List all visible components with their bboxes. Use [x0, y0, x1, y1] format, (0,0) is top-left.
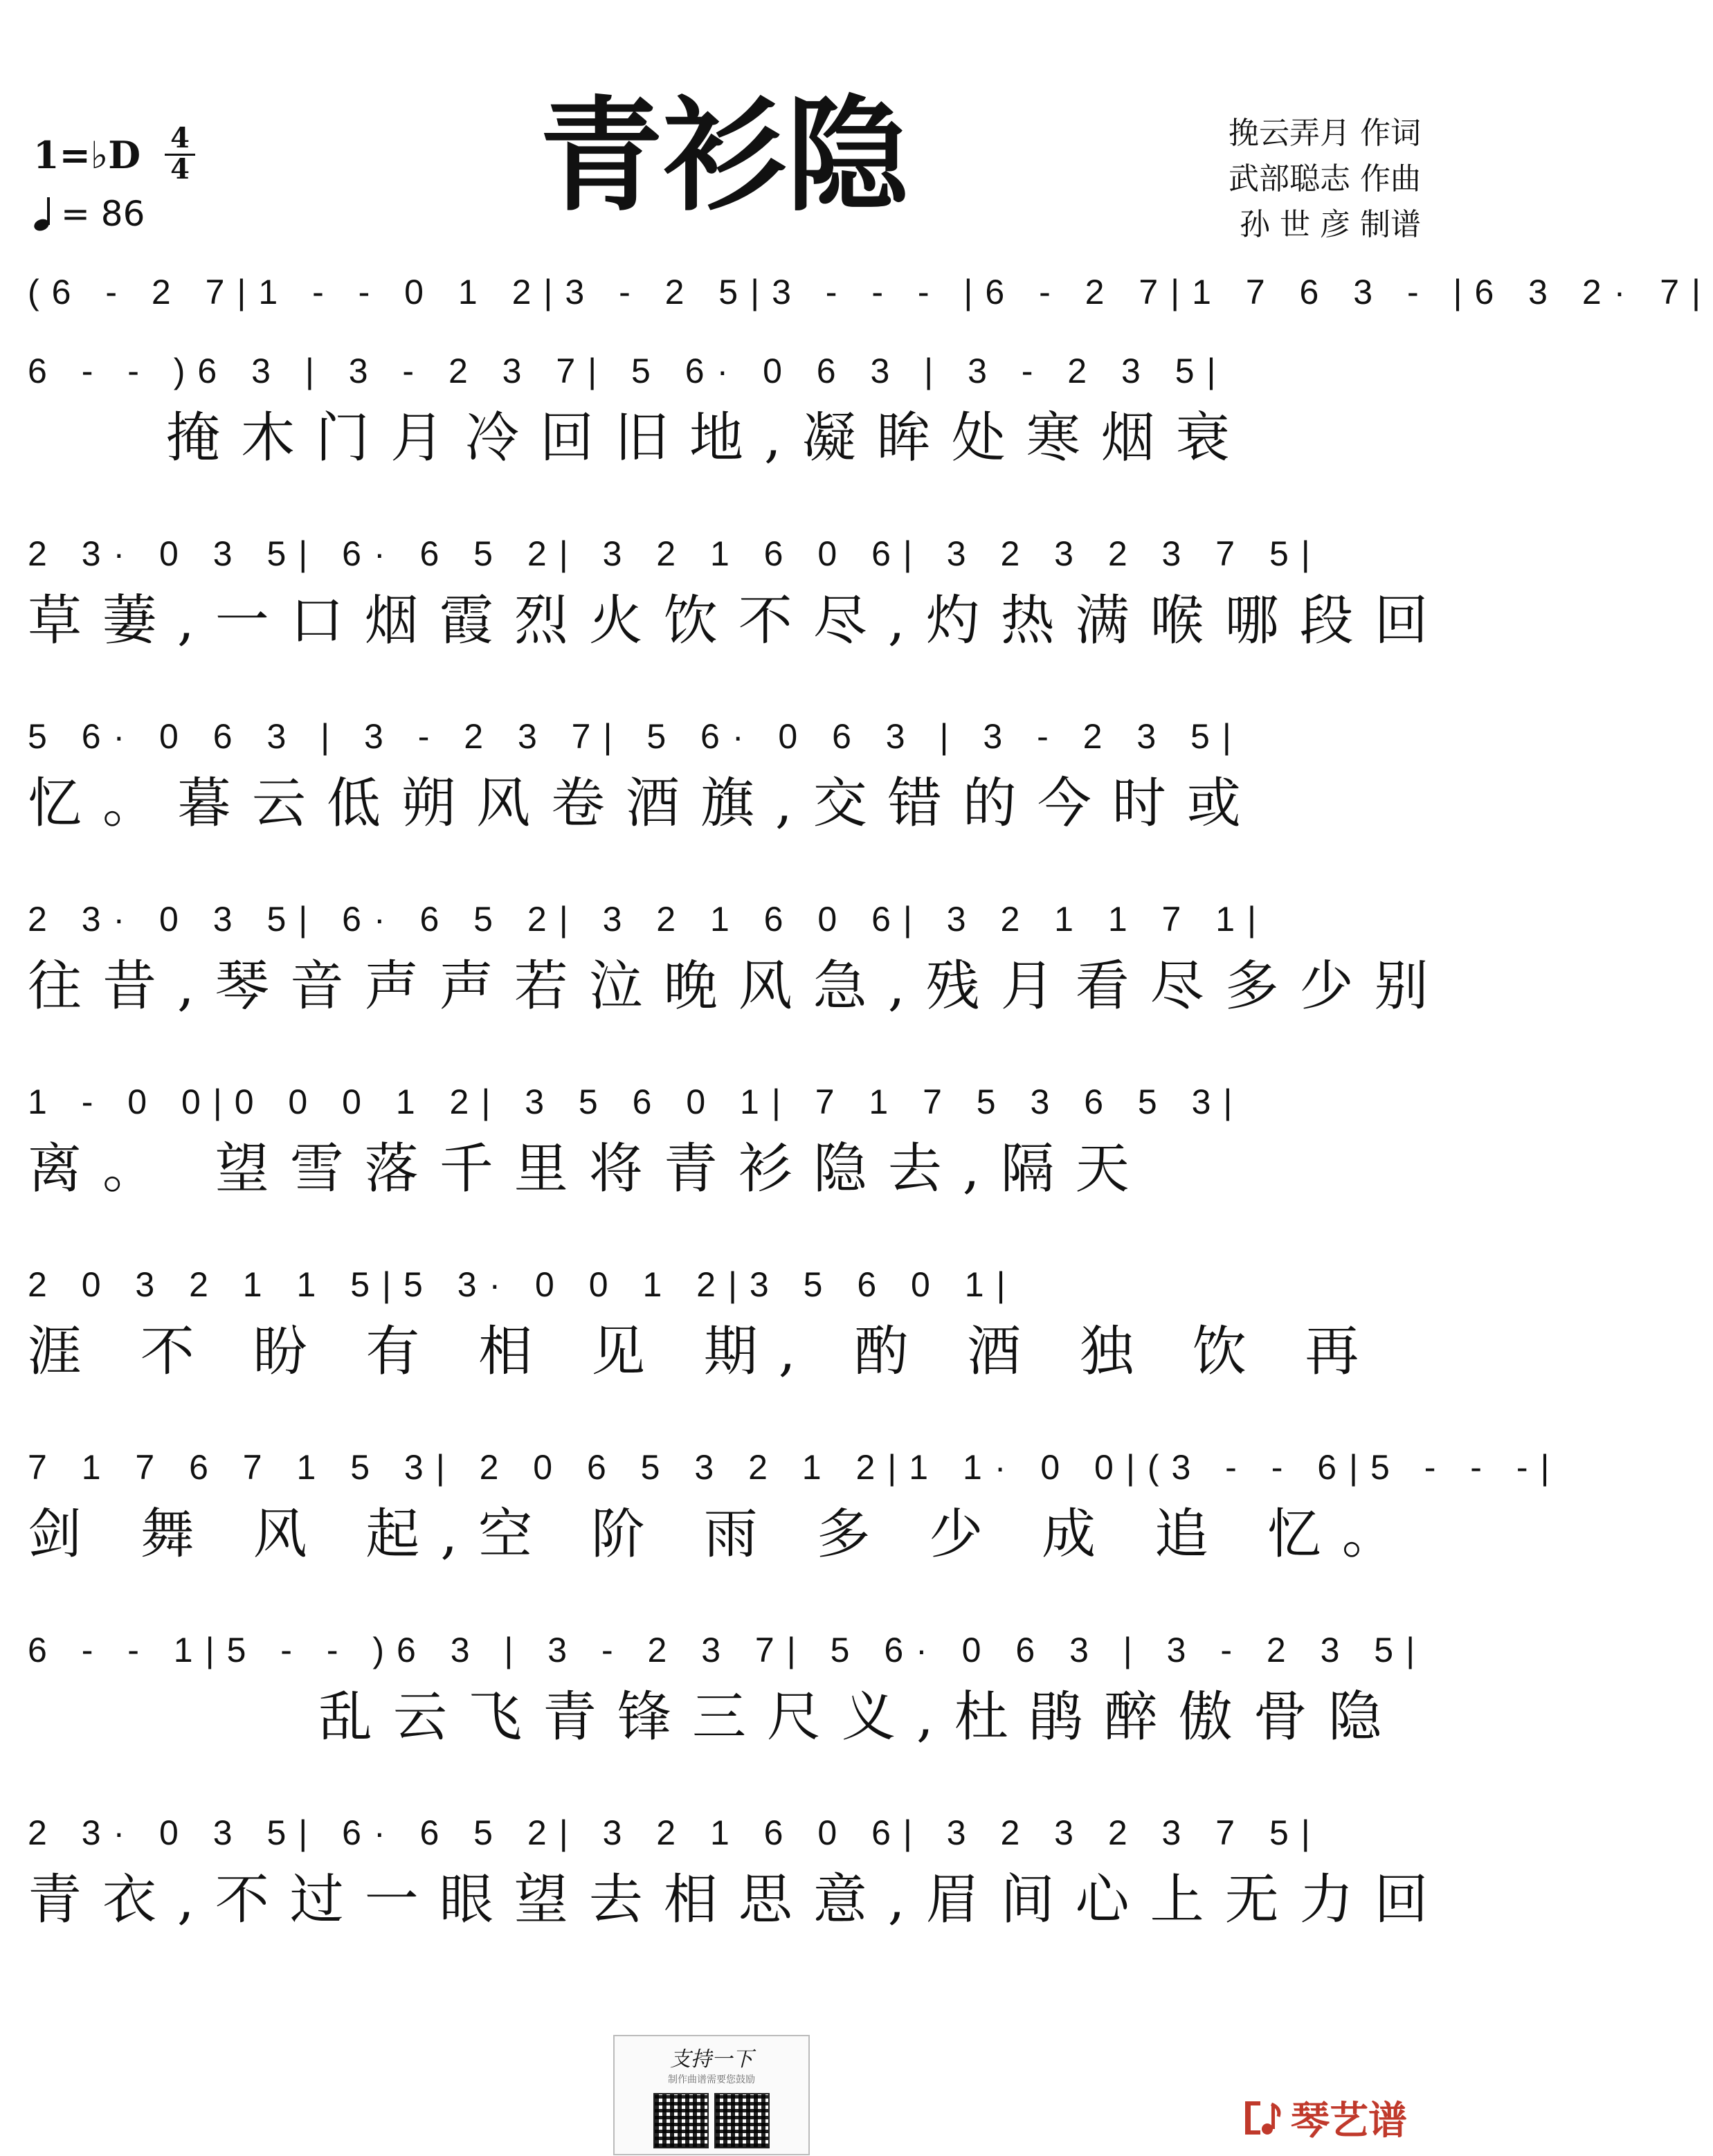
lyric-line: 掩木门月冷回旧地,凝眸处寒烟衰 — [166, 407, 1251, 469]
song-title: 青衫隐 — [539, 83, 909, 228]
support-qr-panel[interactable] — [613, 2035, 810, 2155]
site-logo[interactable] — [1240, 2090, 1407, 2146]
notation-text: 7 1 7 6 7 1 5 3| 2 0 6 5 3 2 1 2|1 1· 0 0|(3 - - 6|5 - - -| — [28, 1448, 1562, 1487]
music-note-logo-icon — [1240, 2096, 1284, 2140]
qr-code-icon[interactable] — [714, 2093, 770, 2148]
notation-text: 6 - - )6 3 | 3 - 2 3 7| 5 6· 0 6 3 | 3 - 2 3 5| — [28, 352, 1229, 390]
tempo-value: = 86 — [61, 194, 145, 234]
credits — [1229, 111, 1421, 248]
notation-line — [28, 1438, 1562, 1496]
lyric-line: 剑 舞 风 起,空 阶 雨 多 少 成 追 忆。 — [28, 1503, 1417, 1566]
lyricist-credit: 挽云弄月 作词 — [1229, 116, 1421, 151]
notation-line — [28, 342, 1421, 400]
lyric-line: 乱云飞青锋三尺义,杜鹃醉傲骨隐 — [318, 1686, 1403, 1748]
notation-line — [28, 263, 1713, 321]
lyric-line: 青衣,不过一眼望去相思意,眉间心上无力回 — [28, 1869, 1449, 1931]
time-signature-bottom: 4 — [170, 153, 190, 185]
notation-text: 2 3· 0 3 5| 6· 6 5 2| 3 2 1 6 0 6| 3 2 3 2 3 7 5| — [28, 1813, 1323, 1852]
notation-line — [28, 1073, 1421, 1131]
key-signature: 1=♭D — [33, 133, 141, 177]
notation-line — [28, 707, 1421, 766]
support-subtitle: 制作曲谱需要您鼓励 — [668, 2074, 755, 2085]
lyric-line: 往昔,琴音声声若泣晚风急,残月看尽多少别 — [28, 955, 1449, 1017]
notation-text: 2 3· 0 3 5| 6· 6 5 2| 3 2 1 6 0 6| 3 2 1 1 7 1| — [28, 900, 1269, 939]
notation-line — [28, 1804, 1421, 1862]
support-title: 支持一下 — [670, 2047, 753, 2072]
notation-line — [28, 525, 1421, 583]
logo-text: 琴艺谱 — [1291, 2099, 1407, 2144]
time-signature-top: 4 — [165, 125, 195, 156]
qr-code-icon[interactable] — [653, 2093, 709, 2148]
notation-text: 6 - - 1|5 - - )6 3 | 3 - 2 3 7| 5 6· 0 6 3 | 3 - 2 3 5| — [28, 1631, 1428, 1669]
notation-text: (6 - 2 7|1 - - 0 1 2|3 - 2 5|3 - - - |6 - 2 7|1 7 6 3 - |6 3 2· 7| — [28, 273, 1713, 311]
notation-text: 2 3· 0 3 5| 6· 6 5 2| 3 2 1 6 0 6| 3 2 3 2 3 7 5| — [28, 534, 1323, 573]
transcriber-credit: 孙 世 彦 制谱 — [1240, 207, 1421, 242]
notation-line — [28, 1621, 1428, 1679]
lyric-line: 离。 望雪落千里将青衫隐去,隔天 — [28, 1138, 1150, 1200]
lyric-line: 忆。暮云低朔风卷酒旗,交错的今时或 — [28, 772, 1262, 835]
notation-text: 5 6· 0 6 3 | 3 - 2 3 7| 5 6· 0 6 3 | 3 - 2 3 5| — [28, 717, 1244, 756]
notation-text: 1 - 0 0|0 0 0 1 2| 3 5 6 0 1| 7 1 7 5 3 6 5 3| — [28, 1082, 1245, 1121]
lyric-line: 涯 不 盼 有 相 见 期, 酌 酒 独 饮 再 — [28, 1321, 1380, 1383]
composer-credit: 武部聪志 作曲 — [1229, 161, 1421, 197]
notation-text: 2 0 3 2 1 1 5|5 3· 0 0 1 2|3 5 6 0 1| — [28, 1265, 1018, 1304]
lyric-line: 草萋,一口烟霞烈火饮不尽,灼热满喉哪段回 — [28, 590, 1449, 652]
notation-line — [28, 1256, 1421, 1314]
notation-line — [28, 890, 1421, 948]
score — [28, 263, 1713, 1986]
